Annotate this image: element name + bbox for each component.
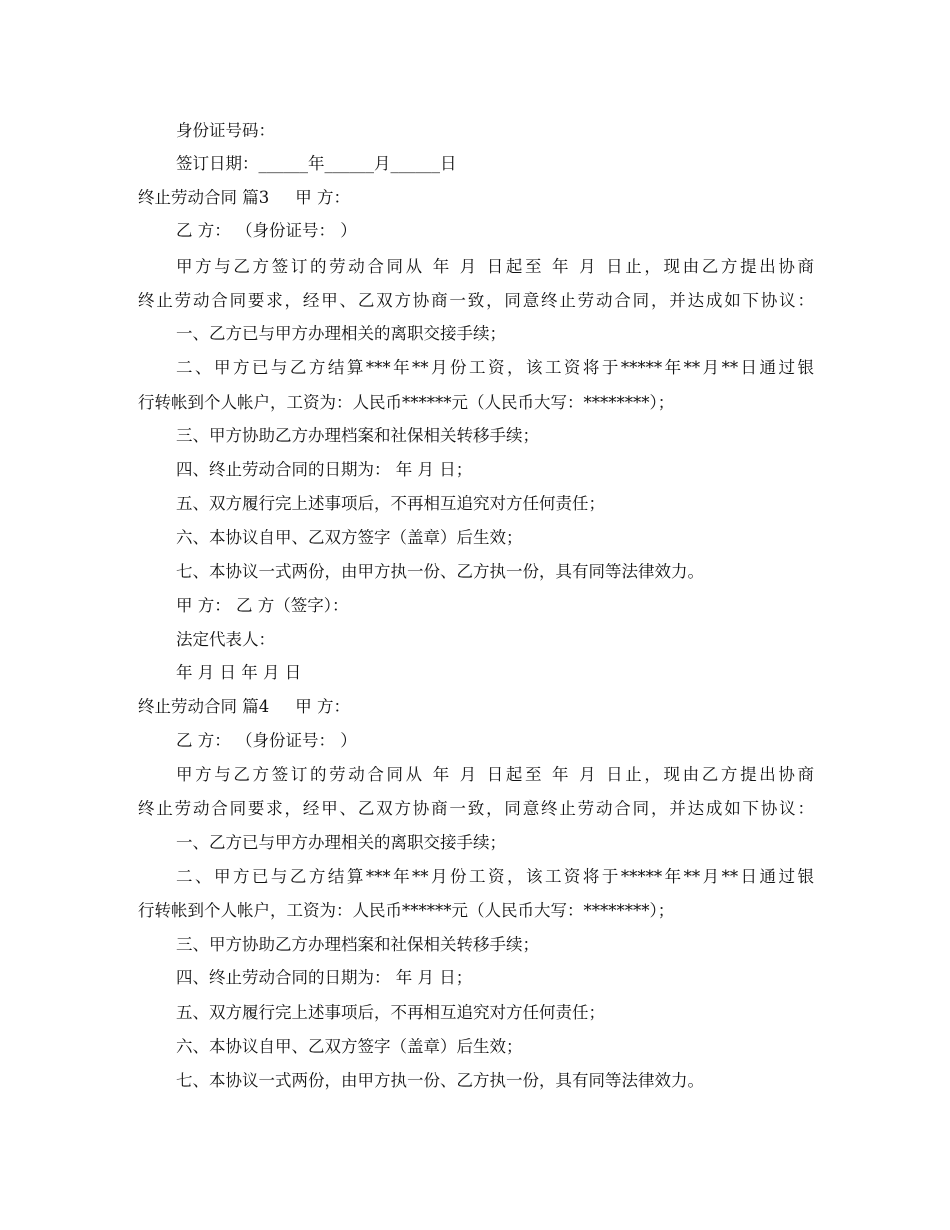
- section3-sign-parties: 甲 方： 乙 方（签字）：: [176, 596, 349, 615]
- section3-dates: 年 月 日 年 月 日: [176, 663, 302, 682]
- section4-item7: 七、本协议一式两份，由甲方执一份、乙方执一份，具有同等法律效力。: [176, 1071, 704, 1090]
- section4-item6: 六、本协议自甲、乙双方签字（盖章）后生效；: [176, 1037, 523, 1056]
- section4-intro-line2: 终止劳动合同要求，经甲、乙双方协商一致，同意终止劳动合同，并达成如下协议：: [138, 799, 814, 818]
- section3-item4: 四、终止劳动合同的日期为： 年 月 日；: [176, 460, 473, 479]
- section4-item1: 一、乙方已与甲方办理相关的离职交接手续；: [176, 833, 506, 852]
- section3-item6: 六、本协议自甲、乙双方签字（盖章）后生效；: [176, 528, 523, 547]
- section4-item4: 四、终止劳动合同的日期为： 年 月 日；: [176, 968, 473, 987]
- section3-intro-line2: 终止劳动合同要求，经甲、乙双方协商一致，同意终止劳动合同，并达成如下协议：: [138, 291, 814, 310]
- section3-item7: 七、本协议一式两份，由甲方执一份、乙方执一份，具有同等法律效力。: [176, 562, 704, 581]
- section3-party-a: 甲 方：: [295, 188, 350, 207]
- sign-date-line: 签订日期：______年______月______日: [176, 154, 457, 173]
- section4-intro-line1: 甲方与乙方签订的劳动合同从 年 月 日起至 年 月 日止，现由乙方提出协商: [176, 765, 814, 784]
- section3-heading-line: [138, 187, 350, 209]
- id-number-label: 身份证号码：: [176, 121, 275, 140]
- section4-item2-line2: 行转帐到个人帐户，工资为：人民币******元（人民币大写：********）；: [138, 901, 675, 920]
- section4-party-a: 甲 方：: [295, 697, 350, 716]
- section3-heading: 终止劳动合同 篇3: [138, 188, 270, 207]
- section4-item5: 五、双方履行完上述事项后，不再相互追究对方任何责任；: [176, 1003, 605, 1022]
- section3-item5: 五、双方履行完上述事项后，不再相互追究对方任何责任；: [176, 494, 605, 513]
- section3-intro-line1: 甲方与乙方签订的劳动合同从 年 月 日起至 年 月 日止，现由乙方提出协商: [176, 257, 814, 276]
- section3-party-b: 乙 方： （身份证号： ）: [176, 221, 357, 240]
- section3-item2-line1: 二、甲方已与乙方结算***年**月份工资，该工资将于*****年**月**日通过银: [176, 358, 814, 377]
- section3-legal-rep: 法定代表人：: [176, 630, 275, 649]
- section3-item1: 一、乙方已与甲方办理相关的离职交接手续；: [176, 324, 506, 343]
- section3-item2-line2: 行转帐到个人帐户，工资为：人民币******元（人民币大写：********）；: [138, 393, 675, 412]
- section4-item3: 三、甲方协助乙方办理档案和社保相关转移手续；: [176, 935, 539, 954]
- section4-heading-line: [138, 696, 350, 718]
- section4-item2-line1: 二、甲方已与乙方结算***年**月份工资，该工资将于*****年**月**日通过银: [176, 867, 814, 886]
- section3-item3: 三、甲方协助乙方办理档案和社保相关转移手续；: [176, 426, 539, 445]
- section4-party-b: 乙 方： （身份证号： ）: [176, 731, 357, 750]
- section4-heading: 终止劳动合同 篇4: [138, 697, 270, 716]
